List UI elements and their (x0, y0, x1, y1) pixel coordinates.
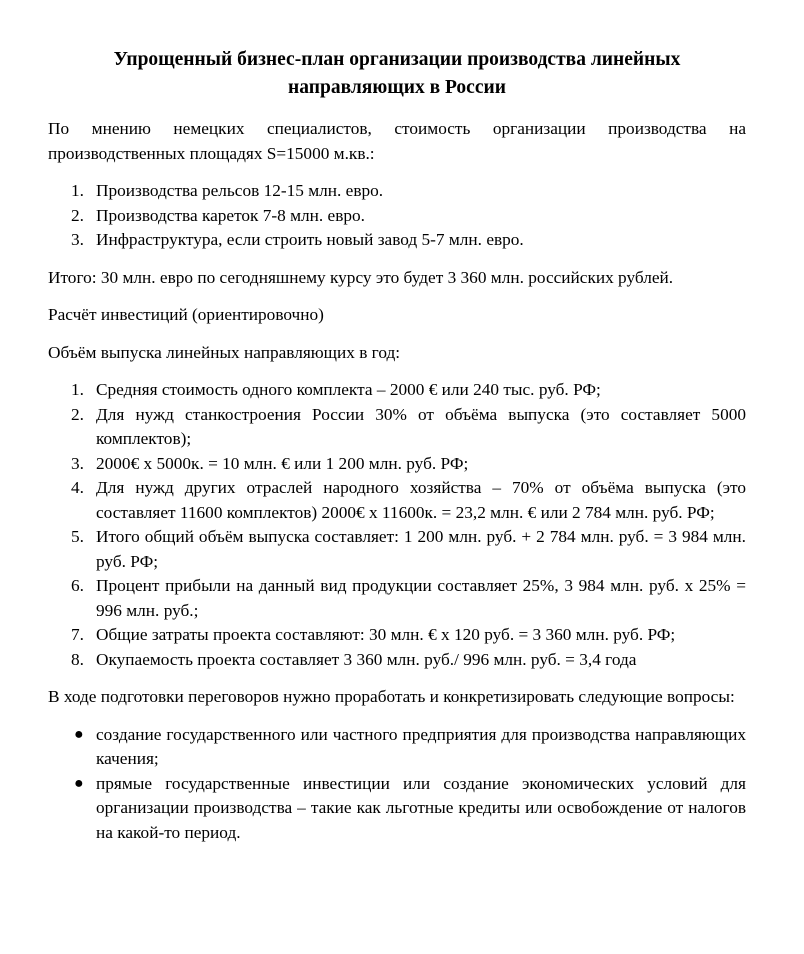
list-item (48, 179, 746, 204)
list-number: 5. (71, 527, 84, 546)
list-item (48, 648, 746, 673)
list-number: 4. (71, 478, 84, 497)
bullet-icon: ● (74, 774, 84, 792)
list-item-text: Окупаемость проекта составляет 3 360 млн. руб./ 996 млн. руб. = 3,4 года (96, 649, 637, 669)
list-item (48, 772, 746, 846)
list-number: 1. (71, 181, 84, 200)
list-number: 6. (71, 576, 84, 595)
list-item-text: Производства кареток 7-8 млн. евро. (96, 205, 365, 225)
list-number: 3. (71, 230, 84, 249)
list-item (48, 623, 746, 648)
list-item (48, 204, 746, 229)
document-title (48, 46, 746, 102)
list-number: 8. (71, 649, 84, 669)
list-item (48, 452, 746, 477)
list-item-text: Для нужд станкостроения России 30% от объёма выпуска (это составляет 5000 комплектов); (96, 404, 746, 448)
list-item (48, 476, 746, 525)
list-item-text: Процент прибыли на данный вид продукции составляет 25%, 3 984 млн. руб. х 25% = 996 млн. руб.; (96, 576, 746, 620)
list-item (48, 378, 746, 403)
list-number: 3. (71, 453, 84, 473)
list-item-text: 2000€ х 5000к. = 10 млн. € или 1 200 млн. руб. РФ; (96, 453, 469, 473)
list-item-text: Инфраструктура, если строить новый завод 5-7 млн. евро. (96, 230, 524, 249)
volume-list (48, 378, 746, 672)
list-item-text: Итого общий объём выпуска составляет: 1 200 млн. руб. + 2 784 млн. руб. = 3 984 млн. руб. РФ; (96, 527, 746, 571)
list-item (48, 723, 746, 772)
list-item (48, 574, 746, 623)
investment-heading: Расчёт инвестиций (ориентировочно) (48, 305, 324, 324)
list-number: 2. (71, 205, 84, 225)
list-item-text: создание государственного или частного предприятия для производства направляющих качения; (96, 724, 746, 768)
list-number: 7. (71, 625, 84, 644)
intro-paragraph: По мнению немецких специалистов, стоимость организации производства на производственных площадях S=15000 м.кв.: (48, 119, 746, 163)
title-line-2: направляющих в России (288, 77, 506, 98)
cost-list (48, 179, 746, 253)
total-paragraph: Итого: 30 млн. евро по сегодняшнему курсу это будет 3 360 млн. российских рублей. (48, 267, 674, 287)
list-item-text: Средняя стоимость одного комплекта – 2000 € или 240 тыс. руб. РФ; (96, 380, 601, 399)
list-number: 2. (71, 404, 84, 424)
volume-heading: Объём выпуска линейных направляющих в год: (48, 342, 401, 362)
questions-list (48, 723, 746, 846)
negotiation-intro: В ходе подготовки переговоров нужно проработать и конкретизировать следующие вопросы: (48, 687, 735, 706)
list-item-text: Производства рельсов 12-15 млн. евро. (96, 181, 384, 200)
list-item-text: Для нужд других отраслей народного хозяйства – 70% от объёма выпуска (это составляет 11600 комплектов) 2000€ х 11600к. = 23,2 млн. € или 2 784 млн. руб. РФ; (96, 478, 746, 522)
title-line-1: Упрощенный бизнес-план организации производства линейных (113, 49, 681, 70)
list-item-text: прямые государственные инвестиции или создание экономических условий для организации производства – такие как льготные кредиты или освобождение от налогов на какой-то период. (96, 773, 746, 842)
list-item-text: Общие затраты проекта составляют: 30 млн. € х 120 руб. = 3 360 млн. руб. РФ; (96, 625, 676, 644)
list-item (48, 525, 746, 574)
list-number: 1. (71, 380, 84, 399)
list-item (48, 228, 746, 253)
list-item (48, 403, 746, 452)
bullet-icon: ● (74, 725, 84, 743)
